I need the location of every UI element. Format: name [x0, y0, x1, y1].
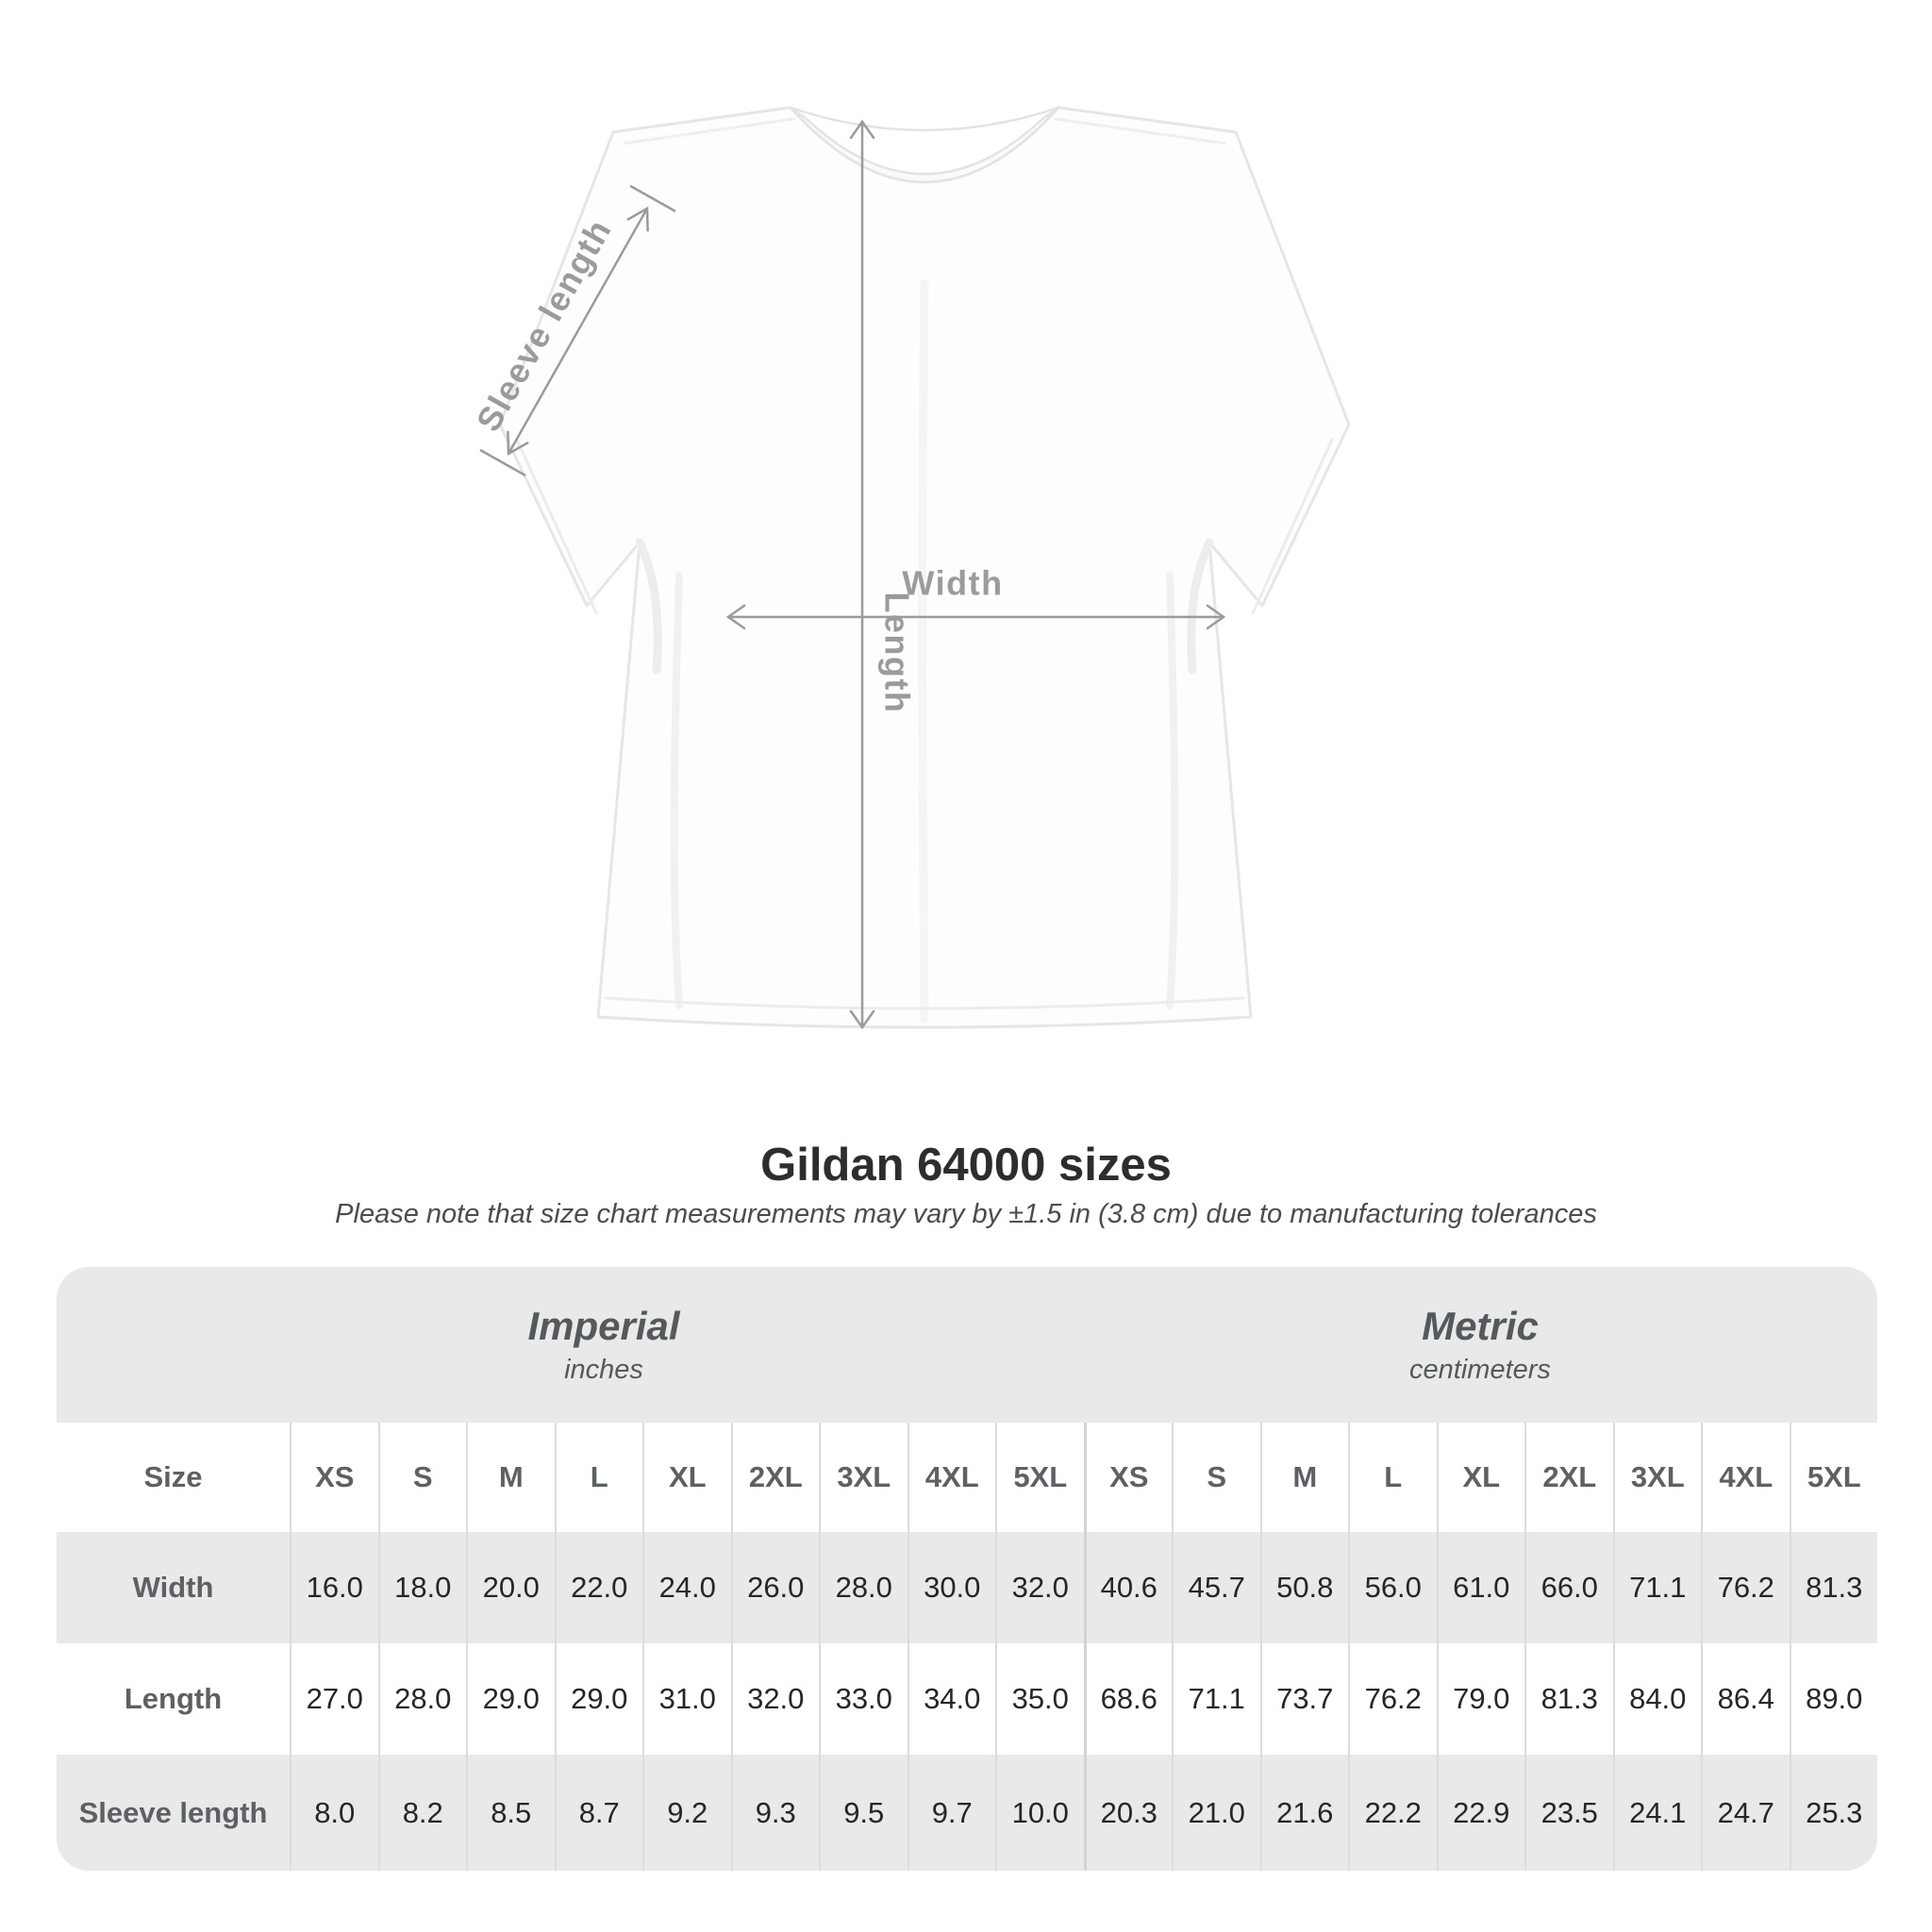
table-row-sleeve-length	[57, 1755, 1877, 1871]
value-cell: 8.0	[290, 1755, 378, 1871]
value-cell: 9.2	[642, 1755, 731, 1871]
value-cell: 20.3	[1084, 1755, 1173, 1871]
size-header-cell: 3XL	[1613, 1423, 1702, 1532]
imperial-unit: inches	[564, 1354, 643, 1385]
unit-group-band	[57, 1267, 1877, 1423]
value-cell: 20.0	[466, 1532, 555, 1643]
collar-back-edge	[791, 108, 1058, 130]
value-cell: 34.0	[908, 1643, 996, 1755]
value-cell: 24.0	[642, 1532, 731, 1643]
value-cell: 28.0	[819, 1532, 908, 1643]
value-cell: 45.7	[1172, 1532, 1260, 1643]
size-column-header: Size	[143, 1460, 203, 1493]
width-label: Width	[902, 563, 1004, 603]
value-cell: 86.4	[1701, 1643, 1790, 1755]
value-cell: 22.0	[555, 1532, 643, 1643]
value-cell: 84.0	[1613, 1643, 1702, 1755]
value-cell: 9.7	[908, 1755, 996, 1871]
table-row-length	[57, 1643, 1877, 1755]
value-cell: 22.2	[1348, 1755, 1437, 1871]
size-header-cell: M	[1260, 1423, 1349, 1532]
row-label: Width	[132, 1571, 214, 1604]
sleeve-length-label: Sleeve length	[468, 211, 620, 439]
size-header-cell: L	[555, 1423, 643, 1532]
metric-group-header	[1083, 1267, 1877, 1423]
page-title: Gildan 64000 sizes	[760, 1140, 1172, 1191]
size-header-cell: XS	[290, 1423, 378, 1532]
imperial-group-header	[57, 1267, 1151, 1423]
value-cell: 10.0	[995, 1755, 1084, 1871]
imperial-label: Imperial	[527, 1303, 680, 1348]
size-header-cell: 2XL	[1524, 1423, 1613, 1532]
value-cell: 32.0	[731, 1643, 820, 1755]
value-cell: 21.6	[1260, 1755, 1349, 1871]
value-cell: 22.9	[1437, 1755, 1525, 1871]
size-header-cell: 3XL	[819, 1423, 908, 1532]
row-label: Sleeve length	[78, 1795, 268, 1829]
size-header-cell: S	[378, 1423, 467, 1532]
value-cell: 71.1	[1613, 1532, 1702, 1643]
value-cell: 61.0	[1437, 1532, 1525, 1643]
size-table	[57, 1267, 1877, 1871]
value-cell: 32.0	[995, 1532, 1084, 1643]
value-cell: 76.2	[1348, 1643, 1437, 1755]
size-header-cell: 4XL	[908, 1423, 996, 1532]
row-label: Length	[124, 1682, 223, 1715]
value-cell: 28.0	[378, 1643, 467, 1755]
value-cell: 26.0	[731, 1532, 820, 1643]
value-cell: 30.0	[908, 1532, 996, 1643]
value-cell: 68.6	[1084, 1643, 1173, 1755]
value-cell: 8.5	[466, 1755, 555, 1871]
value-cell: 18.0	[378, 1532, 467, 1643]
value-cell: 9.5	[819, 1755, 908, 1871]
value-cell: 29.0	[555, 1643, 643, 1755]
value-cell: 8.7	[555, 1755, 643, 1871]
size-header-row	[57, 1423, 1877, 1532]
size-header-cell: XL	[1437, 1423, 1525, 1532]
table-row-width	[57, 1532, 1877, 1643]
size-header-cell: 2XL	[731, 1423, 820, 1532]
length-label: Length	[877, 591, 917, 714]
size-header-cell: 4XL	[1701, 1423, 1790, 1532]
value-cell: 40.6	[1084, 1532, 1173, 1643]
metric-label: Metric	[1422, 1303, 1539, 1348]
value-cell: 9.3	[731, 1755, 820, 1871]
size-header-cell: 5XL	[995, 1423, 1084, 1532]
value-cell: 33.0	[819, 1643, 908, 1755]
value-cell: 89.0	[1790, 1643, 1878, 1755]
value-cell: 81.3	[1790, 1532, 1878, 1643]
value-cell: 8.2	[378, 1755, 467, 1871]
value-cell: 81.3	[1524, 1643, 1613, 1755]
value-cell: 24.1	[1613, 1755, 1702, 1871]
value-cell: 66.0	[1524, 1532, 1613, 1643]
value-cell: 23.5	[1524, 1755, 1613, 1871]
value-cell: 21.0	[1172, 1755, 1260, 1871]
value-cell: 50.8	[1260, 1532, 1349, 1643]
value-cell: 35.0	[995, 1643, 1084, 1755]
value-cell: 27.0	[290, 1643, 378, 1755]
metric-unit: centimeters	[1409, 1354, 1551, 1385]
value-cell: 31.0	[642, 1643, 731, 1755]
size-header-cell: L	[1348, 1423, 1437, 1532]
value-cell: 76.2	[1701, 1532, 1790, 1643]
size-header-cell: S	[1172, 1423, 1260, 1532]
value-cell: 29.0	[466, 1643, 555, 1755]
size-header-cell: 5XL	[1790, 1423, 1878, 1532]
page-subtitle: Please note that size chart measurements may vary by ±1.5 in (3.8 cm) due to manufacturing tolerances	[335, 1199, 1597, 1229]
value-cell: 79.0	[1437, 1643, 1525, 1755]
value-cell: 56.0	[1348, 1532, 1437, 1643]
size-header-cell: XL	[642, 1423, 731, 1532]
value-cell: 24.7	[1701, 1755, 1790, 1871]
size-header-cell: M	[466, 1423, 555, 1532]
size-header-cell: XS	[1084, 1423, 1173, 1532]
value-cell: 25.3	[1790, 1755, 1878, 1871]
value-cell: 71.1	[1172, 1643, 1260, 1755]
value-cell: 16.0	[290, 1532, 378, 1643]
value-cell: 73.7	[1260, 1643, 1349, 1755]
